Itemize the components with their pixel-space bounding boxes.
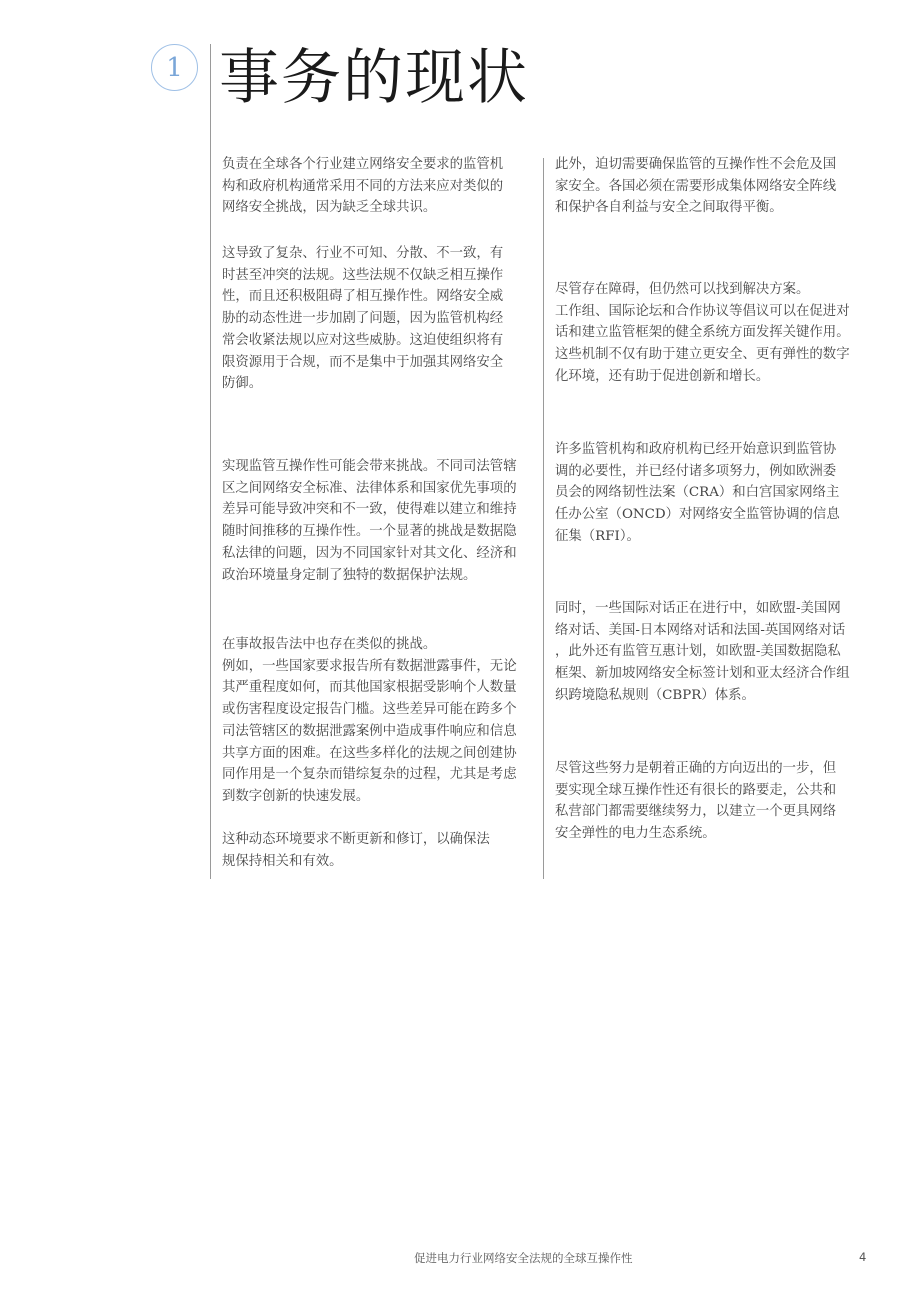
section-number: 1 [166, 52, 183, 83]
page-number: 4 [859, 1250, 867, 1264]
left-paragraph-4: 在事故报告法中也存在类似的挑战。 例如，一些国家要求报告所有数据泄露事件，无论 其严重程度如何，而其他国家根据受影响个人数量 或伤害程度设定报告门槛。这些差异可能在跨多个 司法管辖区的数据泄露案例中造成事件响应和信息 共享方面的困难。在这些多样化的法规之间创建协 同作用是一个复杂而错综复杂的过程，尤其是考虑 到数字创新的快速发展。 [222, 637, 517, 804]
footer-title: 促进电力行业网络安全法规的全球互操作性 [414, 1251, 633, 1265]
column-divider [543, 158, 544, 879]
left-divider [210, 44, 211, 879]
section-number-badge [151, 44, 198, 91]
right-paragraph-4: 同时，一些国际对话正在进行中，如欧盟-美国网 络对话、美国-日本网络对话和法国-英国网络对话 ，此外还有监管互惠计划，如欧盟-美国数据隐私 框架、新加坡网络安全标签计划和亚太经济合作组 织跨境隐私规则（CBPR）体系。 [555, 601, 850, 703]
right-paragraph-1: 此外，迫切需要确保监管的互操作性不会危及国 家安全。各国必须在需要形成集体网络安全阵线 和保护各自利益与安全之间取得平衡。 [555, 157, 837, 216]
left-paragraph-2: 这导致了复杂、行业不可知、分散、不一致，有 时甚至冲突的法规。这些法规不仅缺乏相互操作 性，而且还积极阻碍了相互操作性。网络安全威 胁的动态性进一步加剧了问题，因为监管机构经 常会收紧法规以应对这些威胁。这迫使组织将有 限资源用于合规，而不是集中于加强其网络安全 防御。 [222, 246, 504, 392]
left-paragraph-3: 实现监管互操作性可能会带来挑战。不同司法管辖 区之间网络安全标准、法律体系和国家优先事项的 差异可能导致冲突和不一致，使得难以建立和维持 随时间推移的互操作性。一个显著的挑战是数据隐 私法律的问题，因为不同国家针对其文化、经济和 政治环境量身定制了独特的数据保护法规。 [222, 459, 517, 583]
right-paragraph-3: 许多监管机构和政府机构已经开始意识到监管协 调的必要性，并已经付诸多项努力，例如欧洲委 员会的网络韧性法案（CRA）和白宫国家网络主 任办公室（ONCD）对网络安全监管协调的信息 征集（RFI）。 [555, 442, 840, 544]
left-paragraph-1: 负责在全球各个行业建立网络安全要求的监管机 构和政府机构通常采用不同的方法来应对类似的 网络安全挑战，因为缺乏全球共识。 [222, 157, 504, 216]
left-paragraph-5: 这种动态环境要求不断更新和修订，以确保法 规保持相关和有效。 [222, 832, 490, 869]
right-paragraph-5: 尽管这些努力是朝着正确的方向迈出的一步，但 要实现全球互操作性还有很长的路要走，公共和 私营部门都需要继续努力，以建立一个更具网络 安全弹性的电力生态系统。 [555, 761, 837, 842]
right-paragraph-2: 尽管存在障碍，但仍然可以找到解决方案。 工作组、国际论坛和合作协议等倡议可以在促进对 话和建立监管框架的健全系统方面发挥关键作用。 这些机制不仅有助于建立更安全、更有弹性的数字 化环境，还有助于促进创新和增长。 [555, 282, 850, 384]
page-title: 事务的现状 [219, 43, 529, 113]
